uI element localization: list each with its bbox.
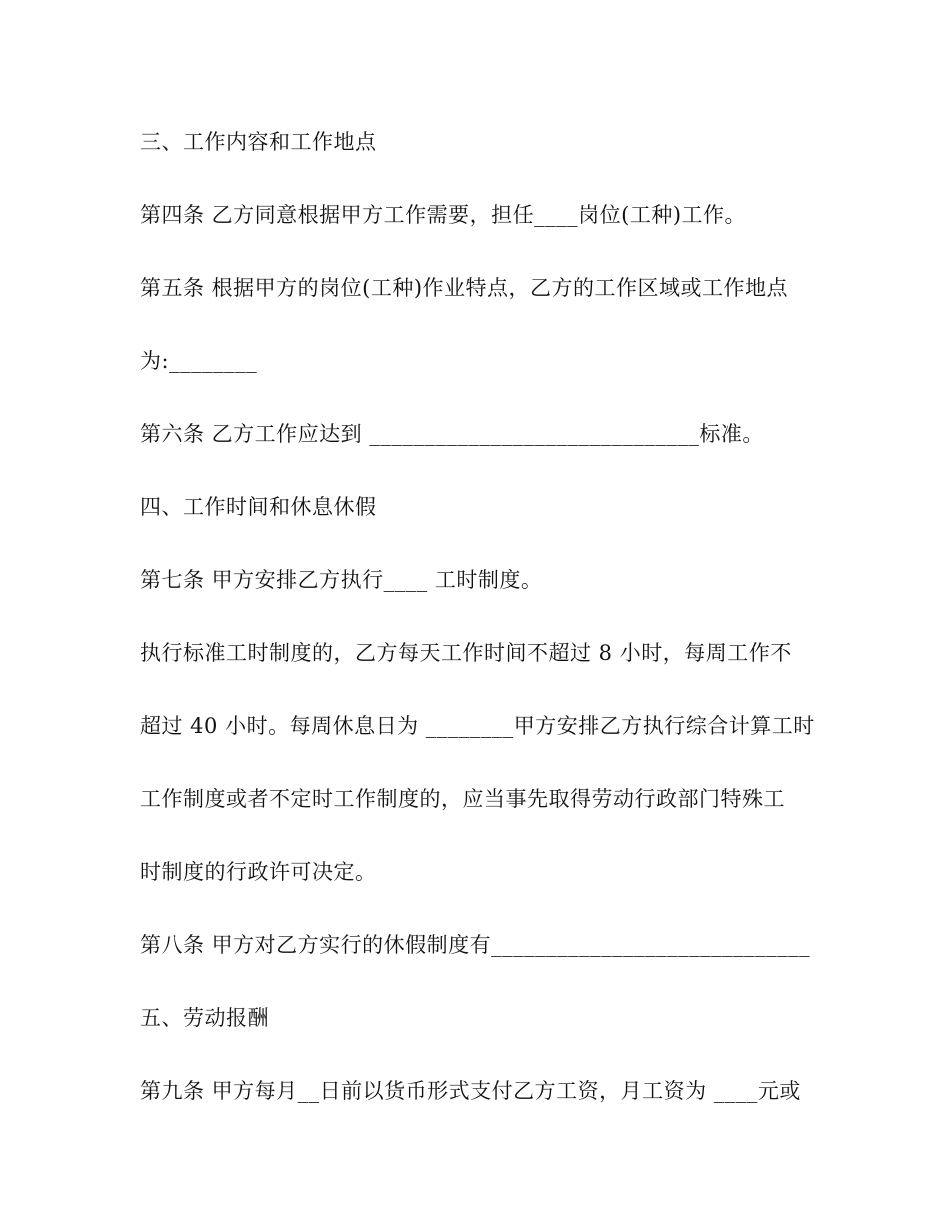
section-heading-3: 三、工作内容和工作地点 (140, 130, 377, 154)
section-heading-5: 五、劳动报酬 (140, 1006, 269, 1030)
article-9: 第九条 甲方每月__日前以货币形式支付乙方工资，月工资为 ____元或 (140, 1079, 801, 1103)
article-5-line-1: 第五条 根据甲方的岗位(工种)作业特点，乙方的工作区域或工作地点 (140, 276, 789, 300)
article-7: 第七条 甲方安排乙方执行____ 工时制度。 (140, 568, 543, 592)
paragraph-line-3: 工作制度或者不定时工作制度的，应当事先取得劳动行政部门特殊工 (140, 787, 785, 811)
section-heading-4: 四、工作时间和休息休假 (140, 495, 377, 519)
paragraph-line-2: 超过 40 小时。每周休息日为 ________甲方安排乙方执行综合计算工时 (140, 714, 815, 738)
article-4: 第四条 乙方同意根据甲方工作需要，担任____岗位(工种)工作。 (140, 203, 747, 227)
article-5-line-2: 为:________ (140, 349, 258, 373)
paragraph-line-4: 时制度的行政许可决定。 (140, 860, 377, 884)
paragraph-line-1: 执行标准工时制度的，乙方每天工作时间不超过 8 小时，每周工作不 (140, 641, 792, 665)
article-8: 第八条 甲方对乙方实行的休假制度有_____________________________ (140, 933, 811, 957)
article-6: 第六条 乙方工作应达到 ______________________________标准。 (140, 422, 764, 446)
